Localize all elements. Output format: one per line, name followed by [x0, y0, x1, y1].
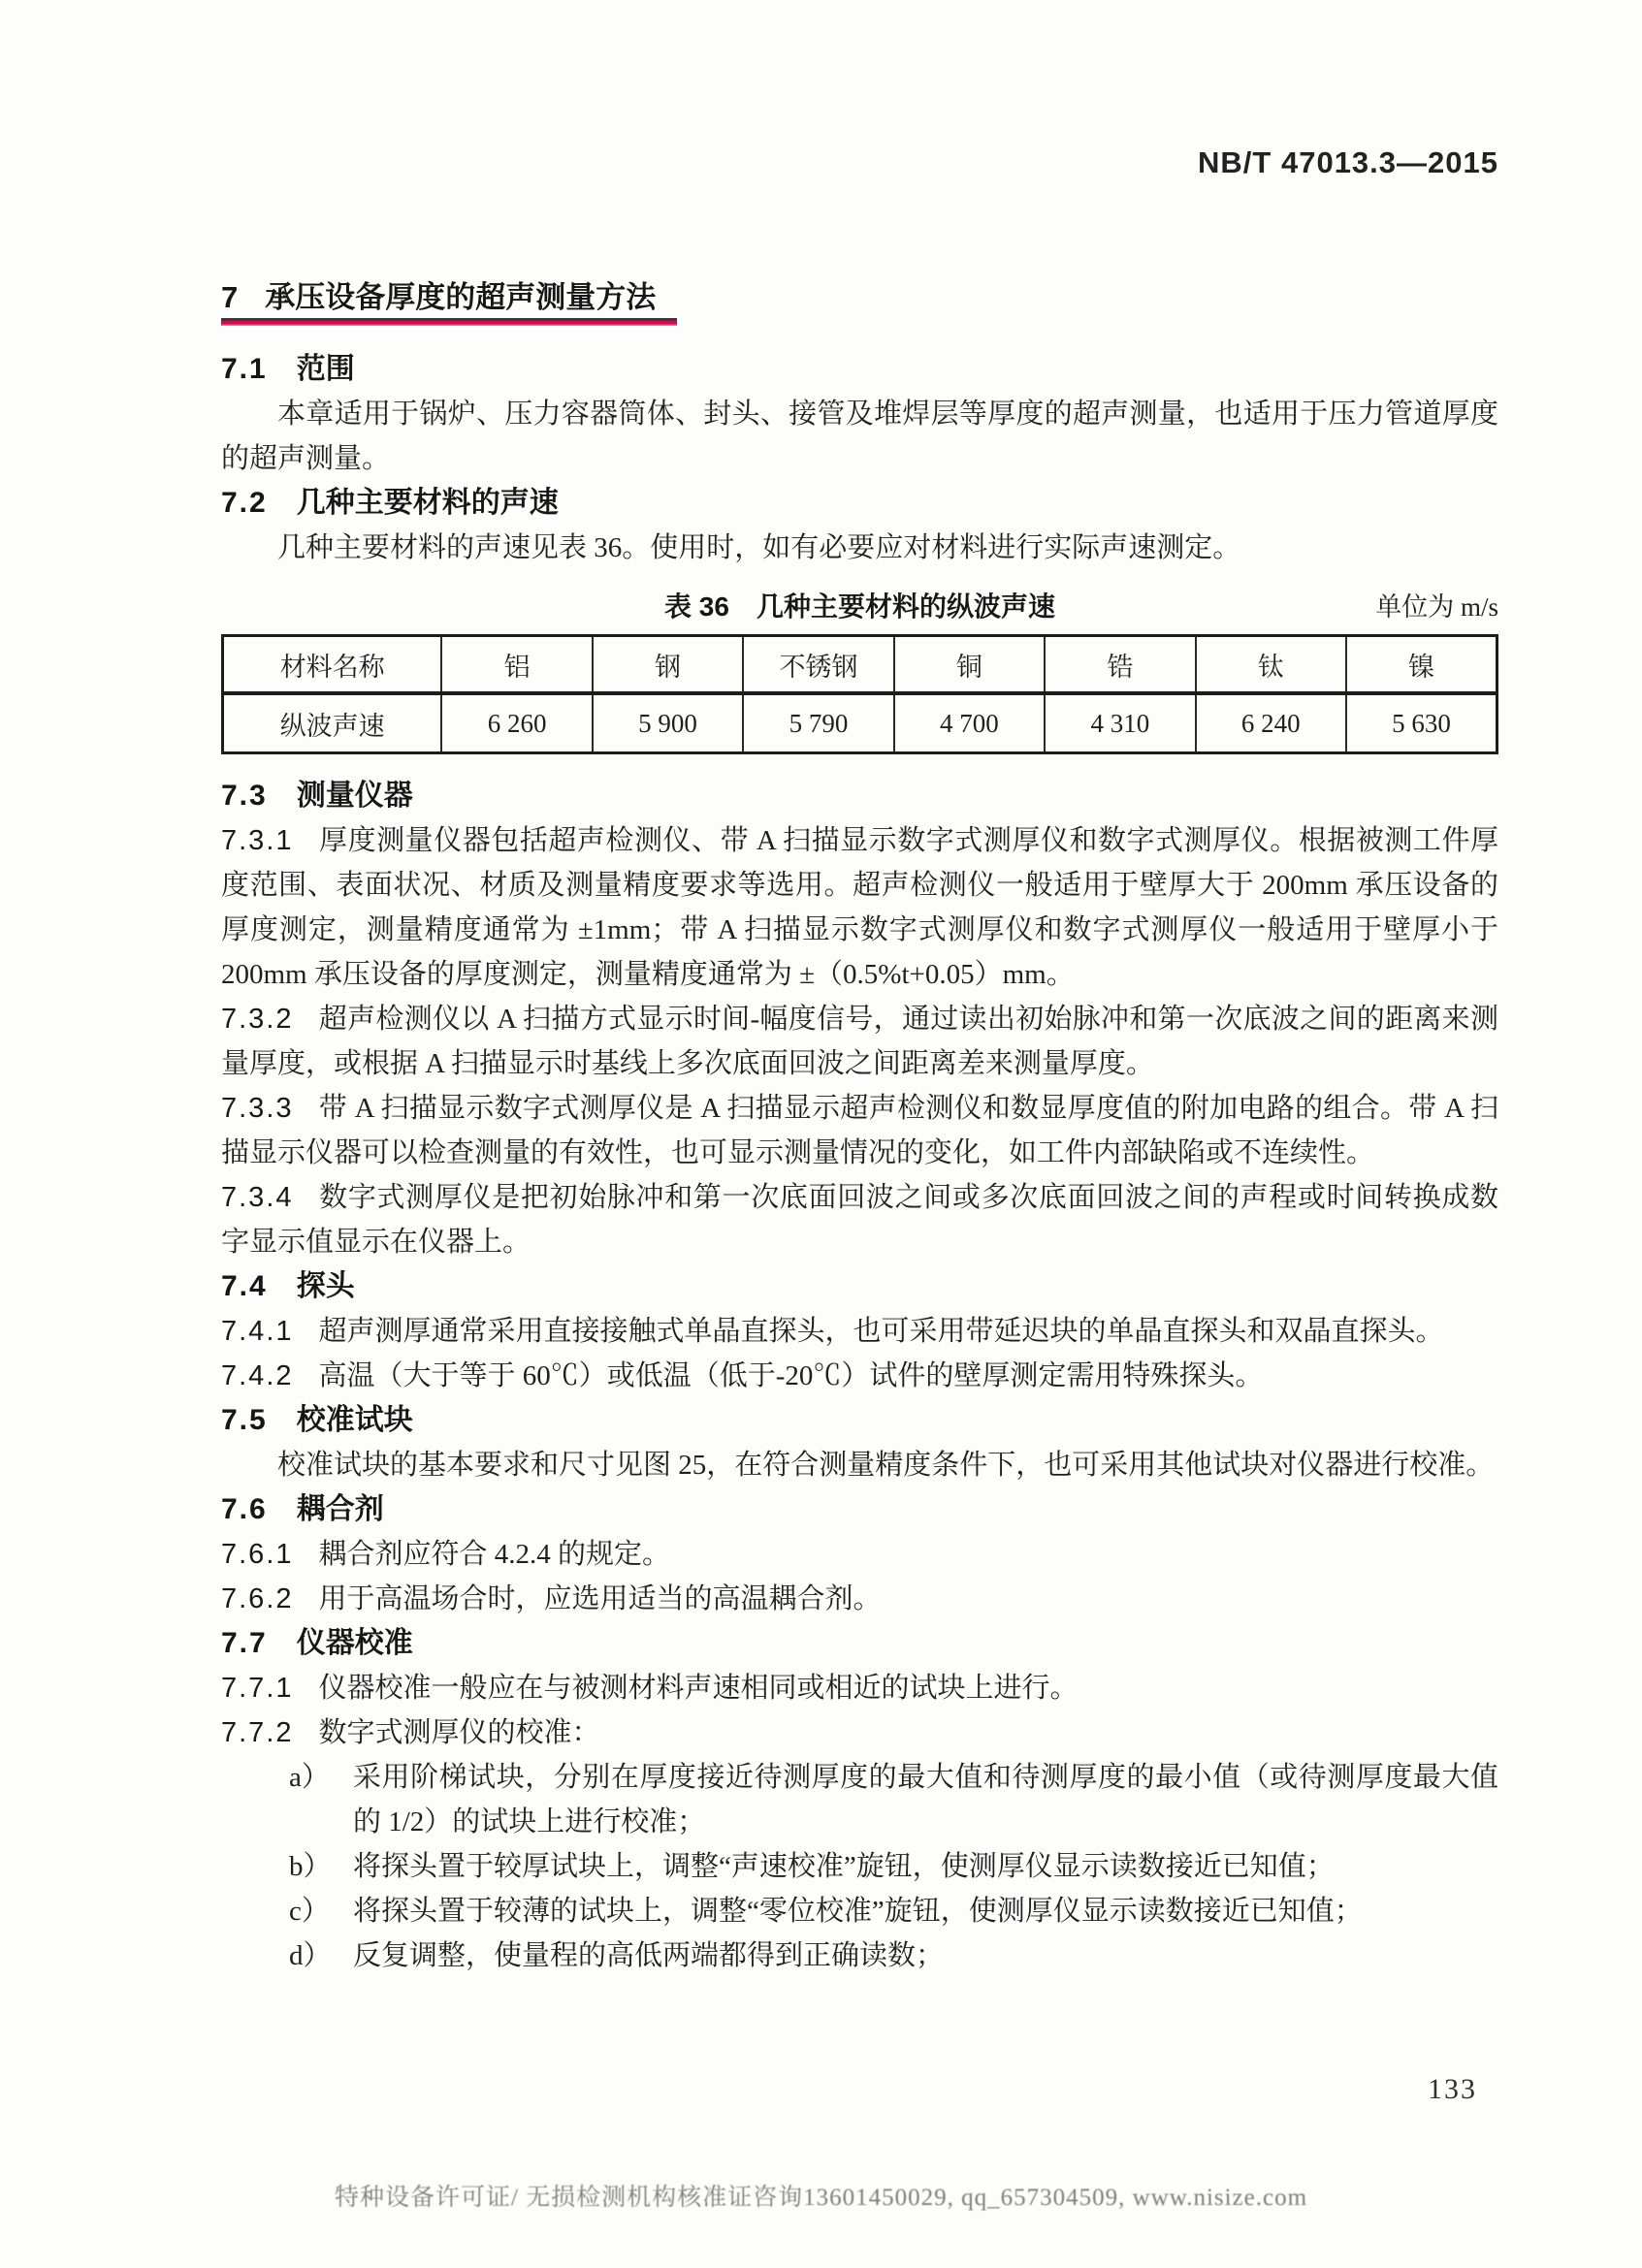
- clause-7-3-2: [221, 997, 1498, 1086]
- table-cell: 6 260: [441, 693, 592, 753]
- list-marker: d）: [289, 1940, 332, 1971]
- list-marker: a）: [289, 1762, 330, 1793]
- clause-text: 厚度测量仪器包括超声检测仪、带 A 扫描显示数字式测厚仪和数字式测厚仪。根据被测工件厚度范围、表面状况、材质及测量精度要求等选用。超声检测仪一般适用于壁厚大于 200mm 承压设备的厚度测定，测量精度通常为 ±1mm；带 A 扫描显示数字式测厚仪和数字式测厚仪一般适用于壁厚小于 200mm 承压设备的厚度测定，测量精度通常为 ±（0.5%t+0.05）mm。: [221, 825, 1498, 990]
- clause-7-3-4: [221, 1175, 1498, 1264]
- chapter-number: 7: [221, 280, 239, 314]
- clause-text: 数字式测厚仪的校准：: [318, 1717, 600, 1748]
- list-item-b: [221, 1844, 1498, 1889]
- clause-number: 7.3.3: [221, 1093, 294, 1124]
- table-header-cell: 铝: [441, 636, 592, 694]
- clause-7-4-1: [221, 1309, 1498, 1354]
- table-cell: 纵波声速: [223, 693, 442, 753]
- clause-text: 高温（大于等于 60℃）或低温（低于-20℃）试件的壁厚测定需用特殊探头。: [318, 1360, 1264, 1391]
- clause-number: 7.6.2: [221, 1583, 294, 1614]
- section-title: 范围: [296, 353, 355, 385]
- table-header-cell: 锆: [1045, 636, 1195, 694]
- clause-number: 7.7.2: [221, 1717, 294, 1748]
- section-number: 7.3: [221, 780, 268, 812]
- table-row: [223, 693, 1497, 753]
- clause-text: 仪器校准一般应在与被测材料声速相同或相近的试块上进行。: [318, 1673, 1079, 1704]
- clause-number: 7.4.2: [221, 1360, 294, 1391]
- table-caption-row: [221, 588, 1498, 626]
- section-title: 测量仪器: [296, 780, 413, 812]
- table-header-cell: 不锈钢: [743, 636, 893, 694]
- clause-7-6-2: [221, 1577, 1498, 1621]
- paragraph-calibration-block: 校准试块的基本要求和尺寸见图 25，在符合测量精度条件下，也可采用其他试块对仪器进行校准。: [277, 1450, 1495, 1481]
- clause-number: 7.6.1: [221, 1539, 294, 1570]
- section-heading-7-4: [221, 1264, 1498, 1309]
- section-title: 耦合剂: [296, 1493, 384, 1525]
- table-cell: 5 900: [593, 693, 743, 753]
- clause-number: 7.7.1: [221, 1673, 294, 1704]
- page-number: 133: [1428, 2073, 1477, 2105]
- section-number: 7.4: [221, 1270, 268, 1302]
- clause-7-3-3: [221, 1086, 1498, 1175]
- clause-7-6-1: [221, 1532, 1498, 1577]
- section-number: 7.1: [221, 353, 268, 385]
- section-heading-7-7: [221, 1621, 1498, 1666]
- clause-7-7-2: [221, 1710, 1498, 1755]
- table-cell: 4 700: [894, 693, 1045, 753]
- section-title: 探头: [296, 1270, 355, 1302]
- list-text: 采用阶梯试块，分别在厚度接近待测厚度的最大值和待测厚度的最小值（或待测厚度最大值的 1/2）的试块上进行校准；: [353, 1762, 1498, 1837]
- table-header-row: [223, 636, 1497, 694]
- section-number: 7.2: [221, 487, 268, 519]
- footer-watermark: 特种设备许可证/ 无损检测机构核准证咨询13601450029, qq_657304509, www.nisize.com: [334, 2185, 1308, 2211]
- table-header-cell: 材料名称: [223, 636, 442, 694]
- section-heading-7-3: [221, 774, 1498, 818]
- clause-text: 用于高温场合时，应选用适当的高温耦合剂。: [318, 1583, 882, 1614]
- section-number: 7.7: [221, 1627, 268, 1659]
- section-title: 几种主要材料的声速: [296, 487, 559, 519]
- section-heading-7-2: [221, 481, 1498, 526]
- section-title: 仪器校准: [296, 1627, 413, 1659]
- clause-7-7-1: [221, 1666, 1498, 1710]
- clause-text: 耦合剂应符合 4.2.4 的规定。: [318, 1539, 671, 1570]
- section-number: 7.5: [221, 1404, 268, 1436]
- clause-text: 带 A 扫描显示数字式测厚仪是 A 扫描显示超声检测仪和数显厚度值的附加电路的组合。带 A 扫描显示仪器可以检查测量的有效性，也可显示测量情况的变化，如工件内部缺陷或不连续性。: [221, 1093, 1498, 1168]
- chapter-heading: [221, 277, 677, 326]
- table-cell: 5 790: [743, 693, 893, 753]
- chapter-underline: [221, 318, 677, 326]
- doc-number: NB/T 47013.3—2015: [1198, 145, 1498, 179]
- table-cell: 5 630: [1346, 693, 1497, 753]
- table-unit-label: 单位为 m/s: [1375, 592, 1498, 622]
- table-caption: 表 36 几种主要材料的纵波声速: [664, 591, 1055, 622]
- table-header-cell: 钢: [593, 636, 743, 694]
- clause-text: 超声检测仪以 A 扫描方式显示时间-幅度信号，通过读出初始脉冲和第一次底波之间的距离来测量厚度，或根据 A 扫描显示时基线上多次底面回波之间距离差来测量厚度。: [221, 1004, 1498, 1079]
- table-header-cell: 钛: [1196, 636, 1346, 694]
- list-text: 反复调整，使量程的高低两端都得到正确读数；: [353, 1940, 945, 1971]
- clause-7-4-2: [221, 1354, 1498, 1398]
- velocity-table: [221, 634, 1498, 754]
- table-cell: 4 310: [1045, 693, 1195, 753]
- list-text: 将探头置于较厚试块上，调整“声速校准”旋钮，使测厚仪显示读数接近已知值；: [353, 1851, 1335, 1882]
- clause-number: 7.4.1: [221, 1316, 294, 1347]
- section-heading-7-1: [221, 347, 1498, 392]
- clause-number: 7.3.2: [221, 1004, 294, 1035]
- clause-number: 7.3.1: [221, 825, 294, 856]
- list-item-a: [221, 1755, 1498, 1844]
- paragraph-scope: 本章适用于锅炉、压力容器筒体、封头、接管及堆焊层等厚度的超声测量，也适用于压力管道厚度的超声测量。: [221, 399, 1498, 474]
- table-header-cell: 铜: [894, 636, 1045, 694]
- section-heading-7-5: [221, 1398, 1498, 1443]
- table-cell: 6 240: [1196, 693, 1346, 753]
- list-item-c: [221, 1889, 1498, 1933]
- underline-red-bar: [221, 321, 677, 326]
- list-item-d: [221, 1933, 1498, 1978]
- paragraph-velocity-intro: 几种主要材料的声速见表 36。使用时，如有必要应对材料进行实际声速测定。: [277, 532, 1241, 563]
- list-text: 将探头置于较薄的试块上，调整“零位校准”旋钮，使测厚仪显示读数接近已知值；: [353, 1896, 1363, 1927]
- list-marker: c）: [289, 1896, 330, 1927]
- clause-7-3-1: [221, 818, 1498, 997]
- table-header-cell: 镍: [1346, 636, 1497, 694]
- section-heading-7-6: [221, 1487, 1498, 1532]
- clause-number: 7.3.4: [221, 1182, 294, 1213]
- chapter-title: 承压设备厚度的超声测量方法: [265, 280, 657, 314]
- clause-text: 数字式测厚仪是把初始脉冲和第一次底面回波之间或多次底面回波之间的声程或时间转换成数字显示值显示在仪器上。: [221, 1182, 1498, 1258]
- section-number: 7.6: [221, 1493, 268, 1525]
- list-marker: b）: [289, 1851, 332, 1882]
- section-title: 校准试块: [296, 1404, 413, 1436]
- clause-text: 超声测厚通常采用直接接触式单晶直探头，也可采用带延迟块的单晶直探头和双晶直探头。: [318, 1316, 1444, 1347]
